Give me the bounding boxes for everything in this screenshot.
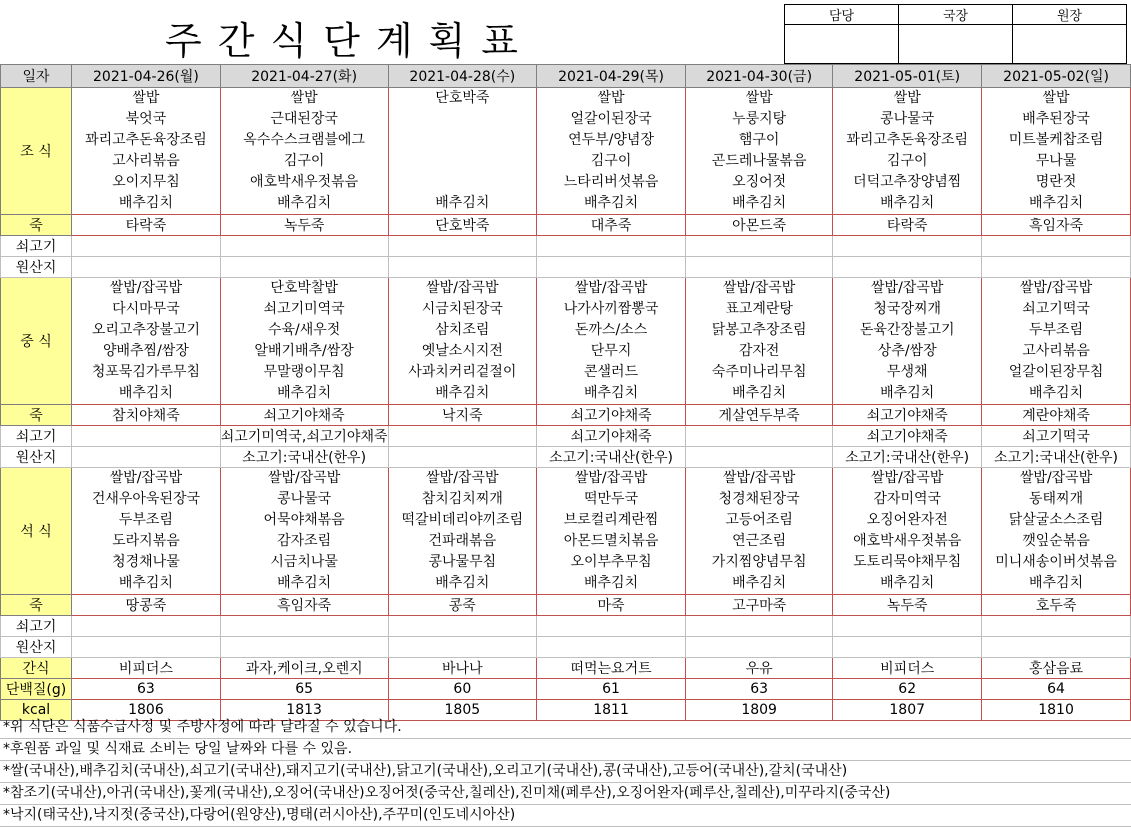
menu-item: 무생채 [886,364,928,380]
lunch-menu-cell [685,278,832,405]
snack-value: 비피더스 [833,658,982,679]
porridge-item: 게살연두부죽 [685,405,832,426]
beef-origin-dish [685,236,832,257]
porridge-item: 타락죽 [72,215,221,236]
kcal-value: 1807 [833,700,982,721]
menu-item: 돈까스/소스 [574,322,648,338]
beef-origin-country [388,257,537,278]
menu-item: 콩나물무침 [428,554,497,570]
menu-item: 감자미역국 [873,491,942,507]
kcal-label: kcal [1,700,72,721]
menu-item: 연근조림 [732,533,787,549]
porridge-item: 호두죽 [982,595,1131,616]
menu-item: 미트볼케찹조림 [1008,132,1104,148]
menu-item: 쌀밥 [1042,90,1070,106]
porridge-item: 마죽 [537,595,686,616]
protein-value: 63 [72,679,221,700]
porridge-label: 죽 [1,595,72,616]
menu-item: 돈육간장불고기 [859,322,955,338]
protein-value: 62 [833,679,982,700]
day-date-header: 2021-05-02(일) [982,65,1131,88]
menu-item: 쌀밥/잡곡밥 [109,470,183,486]
beef-origin-dish [388,616,537,637]
menu-item: 쌀밥 [132,90,160,106]
menu-item: 배추김치 [584,385,639,401]
menu-item: 얼갈이된장국 [570,111,652,127]
dinner-menu-cell [685,468,832,595]
menu-item: 다시마무국 [112,301,180,317]
menu-item: 떡만두국 [584,491,639,507]
breakfast-menu-cell [388,88,537,215]
menu-item: 미니새송이버섯볶음 [995,554,1117,570]
beef-origin-label: 원산지 [1,257,72,278]
menu-item: 떡갈비데리야끼조림 [401,512,524,528]
menu-item: 꽈리고추돈육장조림 [85,132,207,148]
dinner-menu-cell [220,468,388,595]
menu-item: 쌀밥 [597,90,625,106]
breakfast-menu-cell [685,88,832,215]
approval-label-head: 원장 [1013,5,1127,25]
beef-origin-country [685,637,832,658]
breakfast-menu-cell [72,88,221,215]
menu-item: 배추김치 [1029,575,1084,591]
beef-origin-dish: 쇠고기떡국 [982,426,1131,447]
menu-item: 건새우아욱된장국 [91,491,201,507]
beef-origin-country: 소고기:국내산(한우) [982,447,1131,468]
menu-item: 옛날소시지전 [421,343,503,359]
beef-origin-dish: 쇠고기미역국,쇠고기야채죽 [220,426,388,447]
menu-item: 배추김치 [277,195,332,211]
porridge-item: 쇠고기야채죽 [833,405,982,426]
menu-item: 꽈리고추돈육장조림 [846,132,969,148]
beef-origin-label: 쇠고기 [1,616,72,637]
approval-box [784,4,1127,64]
breakfast-menu-cell [982,88,1131,215]
menu-item: 콩나물국 [880,111,935,127]
snack-value: 우유 [685,658,832,679]
menu-item: 깻잎순볶음 [1022,533,1090,549]
lunch-menu-cell [982,278,1131,405]
protein-value: 60 [388,679,537,700]
menu-item: 오이부추무침 [570,554,652,570]
snack-value: 비피더스 [72,658,221,679]
beef-origin-dish [72,426,221,447]
menu-item: 쌀밥/잡곡밥 [871,470,944,486]
menu-item: 단호박찰밥 [270,280,338,296]
menu-item: 애호박새우젓볶음 [250,174,359,190]
menu-item: 느타리버섯볶음 [563,174,659,190]
beef-origin-country [982,637,1131,658]
day-date-header: 2021-04-29(목) [537,65,686,88]
porridge-item: 쇠고기야채죽 [220,405,388,426]
menu-item: 가지찜양념무침 [711,554,807,570]
snack-value: 바나나 [388,658,537,679]
porridge-item: 녹두죽 [220,215,388,236]
menu-item: 배추김치 [584,195,639,211]
protein-value: 64 [982,679,1131,700]
beef-origin-label: 원산지 [1,447,72,468]
menu-item: 콘샐러드 [584,364,639,380]
beef-origin-dish [537,616,686,637]
menu-item: 고사리볶음 [1022,343,1090,359]
menu-item: 배추김치 [435,195,490,211]
protein-value: 61 [537,679,686,700]
beef-origin-dish [388,236,537,257]
beef-origin-country [833,637,982,658]
porridge-item: 타락죽 [833,215,982,236]
beef-origin-country [685,257,832,278]
date-header-label: 일자 [1,65,72,88]
dinner-menu-cell [982,468,1131,595]
menu-item: 근대된장국 [270,111,338,127]
menu-item: 김구이 [283,153,325,169]
porridge-label: 죽 [1,405,72,426]
menu-item: 쇠고기떡국 [1022,301,1090,317]
lunch-menu-cell [537,278,686,405]
menu-item: 배추김치 [732,385,787,401]
beef-origin-country [537,257,686,278]
dinner-menu-cell [833,468,982,595]
menu-item [389,151,537,172]
day-date-header: 2021-05-01(토) [833,65,982,88]
menu-item: 오리고추장불고기 [91,322,201,338]
approval-sign-staff [785,25,899,64]
menu-item: 무말랭이무침 [263,364,345,380]
beef-origin-country [982,257,1131,278]
porridge-item: 낙지죽 [388,405,537,426]
menu-item: 수육/새우젓 [267,322,341,338]
snack-label: 간식 [1,658,72,679]
beef-origin-dish [982,616,1131,637]
beef-origin-label: 쇠고기 [1,426,72,447]
menu-item: 어묵야채볶음 [263,512,345,528]
menu-item: 배추김치 [880,575,935,591]
porridge-item: 녹두죽 [833,595,982,616]
beef-origin-dish [685,616,832,637]
beef-origin-country [833,257,982,278]
menu-item: 배추김치 [1029,195,1084,211]
breakfast-menu-cell [220,88,388,215]
day-date-header: 2021-04-28(수) [388,65,537,88]
porridge-item: 참치야채죽 [72,405,221,426]
beef-origin-country: 소고기:국내산(한우) [537,447,686,468]
note-line: *낙지(태국산),낙지젓(중국산),다랑어(원양산),명태(러시아산),주꾸미(인도네시아산) [0,805,1131,827]
menu-item: 두부조림 [118,512,173,528]
menu-item: 삼치조림 [435,322,490,338]
menu-item: 배추김치 [1029,385,1084,401]
menu-item: 연두부/양념장 [568,132,654,148]
lunch-menu-cell [72,278,221,405]
day-date-header: 2021-04-27(화) [220,65,388,88]
menu-item: 표고계란탕 [725,301,793,317]
menu-item: 쌀밥/잡곡밥 [871,280,944,296]
menu-item: 배추김치 [732,195,787,211]
beef-origin-dish [833,236,982,257]
menu-item: 동태찌개 [1029,491,1084,507]
menu-item: 양배추찜/쌈장 [102,343,189,359]
porridge-label: 죽 [1,215,72,236]
porridge-item: 단호박죽 [388,215,537,236]
menu-item: 단무지 [590,343,632,359]
dinner-menu-cell [537,468,686,595]
porridge-item: 콩죽 [388,595,537,616]
lunch-menu-cell [833,278,982,405]
menu-item: 감자전 [738,343,780,359]
menu-item: 오징어젓 [732,174,787,190]
menu-item: 쌀밥 [290,90,318,106]
menu-item: 단호박죽 [435,90,490,106]
breakfast-menu-cell [833,88,982,215]
menu-item: 북엇국 [125,111,167,127]
lunch-label: 중 식 [1,278,72,405]
menu-item: 김구이 [590,153,632,169]
beef-origin-country [72,257,221,278]
menu-item: 김구이 [886,153,928,169]
porridge-item: 흑임자죽 [982,215,1131,236]
snack-value: 과자,케이크,오렌지 [220,658,388,679]
kcal-value: 1806 [72,700,221,721]
approval-label-staff: 담당 [785,5,899,25]
porridge-item: 대추죽 [537,215,686,236]
note-line: *후원품 과일 및 식재료 소비는 당일 날짜와 다를 수 있음. [0,739,1131,761]
menu-item: 시금치나물 [270,554,338,570]
menu-item: 쌀밥/잡곡밥 [1019,470,1093,486]
menu-item: 쌀밥/잡곡밥 [722,470,796,486]
approval-sign-director [899,25,1013,64]
approval-sign-head [1013,25,1127,64]
kcal-value: 1811 [537,700,686,721]
menu-item [389,109,537,130]
beef-origin-country [220,257,388,278]
menu-item: 햄구이 [738,132,780,148]
menu-item: 배추김치 [880,385,935,401]
menu-item: 브로컬리계란찜 [563,512,659,528]
menu-item: 쌀밥/잡곡밥 [574,280,648,296]
kcal-value: 1813 [220,700,388,721]
menu-item: 청경채된장국 [718,491,800,507]
menu-item: 쌀밥/잡곡밥 [426,280,499,296]
beef-origin-dish: 쇠고기야채죽 [833,426,982,447]
menu-item: 숙주미나리무침 [711,364,807,380]
approval-label-director: 국장 [899,5,1013,25]
porridge-item: 계란야채죽 [982,405,1131,426]
menu-item: 쌀밥/잡곡밥 [109,280,183,296]
menu-item: 나가사끼짬뽕국 [563,301,659,317]
dinner-menu-cell [388,468,537,595]
menu-item: 쌀밥/잡곡밥 [722,280,796,296]
snack-value: 홍삼음료 [982,658,1131,679]
menu-item: 곤드레나물볶음 [711,153,807,169]
menu-item: 배추김치 [435,575,490,591]
menu-item: 배추김치 [732,575,787,591]
note-line: *쌀(국내산),배추김치(국내산),쇠고기(국내산),돼지고기(국내산),닭고기(국내산),오리고기(국내산),콩(국내산),고등어(국내산),갈치(국내산) [0,761,1131,783]
menu-item: 고사리볶음 [112,153,180,169]
porridge-item: 고구마죽 [685,595,832,616]
menu-item: 배추김치 [118,575,173,591]
beef-origin-dish [982,236,1131,257]
day-date-header: 2021-04-26(월) [72,65,221,88]
dinner-menu-cell [72,468,221,595]
day-date-header: 2021-04-30(금) [685,65,832,88]
beef-origin-country: 소고기:국내산(한우) [220,447,388,468]
menu-item: 쌀밥/잡곡밥 [1019,280,1093,296]
menu-item: 쌀밥 [745,90,773,106]
beef-origin-dish [833,616,982,637]
protein-value: 65 [220,679,388,700]
kcal-value: 1805 [388,700,537,721]
menu-item: 사과치커리겉절이 [408,364,517,380]
breakfast-label: 조 식 [1,88,72,215]
beef-origin-dish [72,236,221,257]
menu-item: 애호박새우젓볶음 [853,533,962,549]
menu-item [389,172,537,193]
menu-item: 배추김치 [880,195,935,211]
menu-item: 쌀밥/잡곡밥 [267,470,341,486]
menu-item: 누룽지탕 [732,111,787,127]
menu-item: 건파래볶음 [428,533,497,549]
kcal-value: 1809 [685,700,832,721]
menu-item: 콩나물국 [277,491,332,507]
menu-item: 옥수수스크램블에그 [243,132,365,148]
menu-item: 감자조림 [277,533,332,549]
beef-origin-dish [220,616,388,637]
menu-item: 도토리묵야채무침 [853,554,962,570]
menu-item [389,130,537,151]
note-line: *참조기(국내산),아귀(국내산),꽃게(국내산),오징어(국내산)오징어젓(중국산,칠레산),진미채(페루산),오징어완자(페루산,칠레산),미꾸라지(중국산) [0,783,1131,805]
breakfast-menu-cell [537,88,686,215]
menu-item: 시금치된장국 [421,301,503,317]
beef-origin-dish [388,426,537,447]
protein-label: 단백질(g) [1,679,72,700]
porridge-item: 쇠고기야채죽 [537,405,686,426]
menu-item: 청국장찌개 [873,301,942,317]
porridge-item: 아몬드죽 [685,215,832,236]
protein-value: 63 [685,679,832,700]
menu-item: 청경채나물 [112,554,180,570]
beef-origin-country [388,447,537,468]
menu-item: 쌀밥/잡곡밥 [426,470,499,486]
menu-item: 배추된장국 [1022,111,1090,127]
beef-origin-country [72,447,221,468]
menu-item: 아몬드멸치볶음 [563,533,659,549]
menu-item: 참치김치찌개 [421,491,503,507]
menu-item: 상추/쌈장 [877,343,937,359]
menu-item: 도라지볶음 [112,533,180,549]
menu-item: 배추김치 [277,385,332,401]
meal-plan-table [0,64,1131,721]
menu-item: 청포묵김가루무침 [91,364,201,380]
beef-origin-dish [72,616,221,637]
menu-item: 배추김치 [435,385,490,401]
porridge-item: 흑임자죽 [220,595,388,616]
beef-origin-dish [685,426,832,447]
beef-origin-label: 원산지 [1,637,72,658]
menu-item: 고등어조림 [725,512,793,528]
beef-origin-dish [537,236,686,257]
menu-item: 두부조림 [1029,322,1084,338]
beef-origin-country [537,637,686,658]
menu-item: 닭봉고추장조림 [711,322,807,338]
menu-item: 배추김치 [584,575,639,591]
menu-item: 명란젓 [1035,174,1077,190]
menu-item: 오이지무침 [112,174,180,190]
beef-origin-dish [220,236,388,257]
beef-origin-dish: 쇠고기야채죽 [537,426,686,447]
beef-origin-country [72,637,221,658]
beef-origin-country [220,637,388,658]
menu-item: 더덕고추장양념찜 [853,174,962,190]
menu-item: 배추김치 [118,385,173,401]
beef-origin-country [685,447,832,468]
menu-item: 쇠고기미역국 [263,301,345,317]
beef-origin-country [388,637,537,658]
page-title: 주간식단계획표 [165,19,534,63]
note-line: *위 식단은 식품수급사정 및 주방사정에 따라 달라질 수 있습니다. [0,717,1131,739]
menu-item: 알배기배추/쌈장 [254,343,354,359]
menu-item: 오징어완자전 [866,512,948,528]
menu-item: 닭살굴소스조림 [1008,512,1104,528]
kcal-value: 1810 [982,700,1131,721]
beef-origin-country: 소고기:국내산(한우) [833,447,982,468]
beef-origin-label: 쇠고기 [1,236,72,257]
lunch-menu-cell [388,278,537,405]
menu-item: 무나물 [1035,153,1077,169]
menu-item: 배추김치 [118,195,173,211]
snack-value: 떠먹는요거트 [537,658,686,679]
menu-item: 쌀밥 [893,90,921,106]
menu-item: 쌀밥/잡곡밥 [574,470,648,486]
menu-item: 얼갈이된장무침 [1008,364,1104,380]
porridge-item: 땅콩죽 [72,595,221,616]
menu-item: 배추김치 [277,575,332,591]
dinner-label: 석 식 [1,468,72,595]
lunch-menu-cell [220,278,388,405]
